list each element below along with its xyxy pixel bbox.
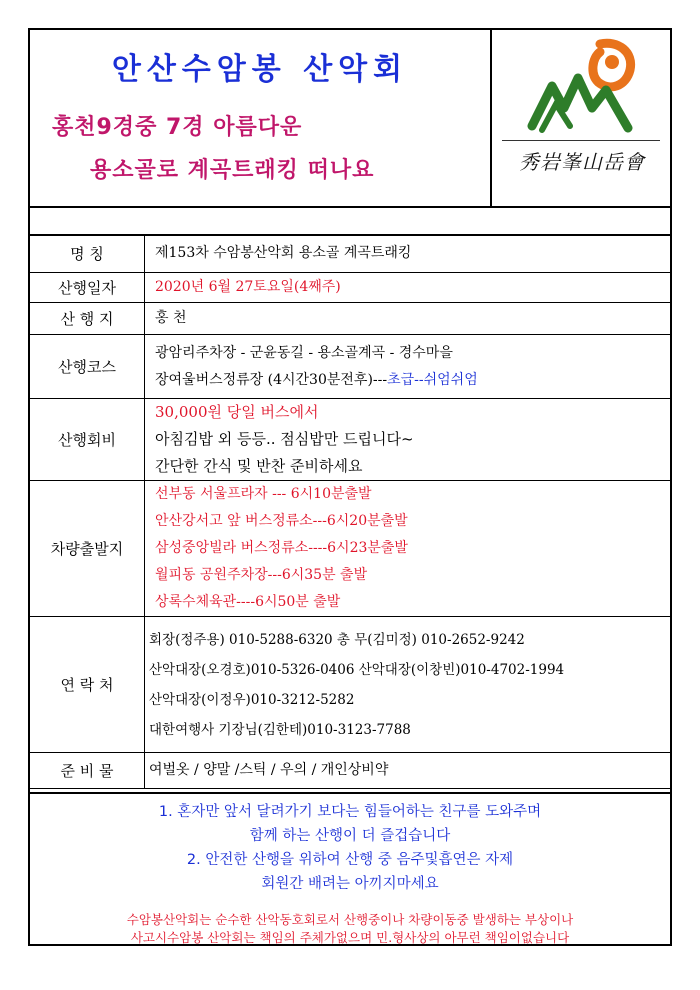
departure-stop: 선부동 서울프라자 --- 6시10분출발 bbox=[155, 486, 372, 502]
label-prepare: 준 비 물 bbox=[30, 753, 145, 789]
course-level: 초급--쉬엄쉬엄 bbox=[387, 371, 478, 388]
notes-section bbox=[30, 792, 670, 946]
blank-row bbox=[30, 206, 670, 236]
departure-stop: 월피동 공원주차장---6시35분 출발 bbox=[155, 567, 368, 583]
subtitle-line-1: 홍천9경중 7경 아름다운 bbox=[52, 115, 303, 140]
course-line-2-main: 장여울버스정류장 (4시간30분전후)--- bbox=[155, 371, 388, 388]
row-course bbox=[30, 335, 670, 399]
club-logo bbox=[492, 30, 670, 206]
club-title: 안산수암봉 산악회 bbox=[111, 52, 409, 87]
mountain-logo-icon bbox=[522, 38, 642, 136]
logo-text: 秀岩峯山岳會 bbox=[519, 150, 645, 174]
row-name bbox=[30, 235, 670, 273]
value-prepare: 여벌옷 / 양말 /스틱 / 우의 / 개인상비약 bbox=[145, 753, 671, 789]
course-line-1: 광암리주차장 - 군윤동길 - 용소골계곡 - 경수마을 bbox=[155, 344, 453, 361]
course-line-2 bbox=[155, 367, 670, 394]
contact-line: 대한여행사 기장님(김한테)010-3123-7788 bbox=[149, 721, 411, 738]
label-date: 산행일자 bbox=[30, 273, 145, 303]
note-line-4: 회원간 배려는 아끼지마세요 bbox=[261, 876, 439, 892]
disclaimer-line-2: 사고시수암봉 산악회는 책임의 주체가없으며 민.형사상의 아무런 책임이없습니다 bbox=[130, 930, 570, 945]
value-contact bbox=[145, 617, 671, 753]
fee-line-2: 아침김밥 외 등등.. 점심밥만 드립니다~ bbox=[155, 430, 414, 448]
row-place bbox=[30, 303, 670, 335]
departure-stop: 삼성중앙빌라 버스정류소----6시23분출발 bbox=[155, 540, 408, 556]
label-contact: 연 락 처 bbox=[30, 617, 145, 753]
note-line-3: 2. 안전한 산행을 위하여 산행 중 음주및흡연은 자제 bbox=[186, 852, 514, 868]
value-fee bbox=[145, 399, 671, 481]
value-date: 2020년 6월 27토요일(4째주) bbox=[145, 273, 671, 303]
label-name: 명 칭 bbox=[30, 235, 145, 273]
label-fee: 산행회비 bbox=[30, 399, 145, 481]
row-prepare bbox=[30, 753, 670, 789]
label-course: 산행코스 bbox=[30, 335, 145, 399]
header-title-area bbox=[30, 30, 492, 206]
row-departure bbox=[30, 481, 670, 617]
notice-sheet bbox=[28, 28, 672, 946]
departure-stop: 안산강서고 앞 버스정류소---6시20분출발 bbox=[155, 513, 408, 529]
contact-line: 산악대장(오경호)010-5326-0406 산악대장(이창빈)010-4702-1994 bbox=[149, 661, 565, 678]
note-line-1: 1. 혼자만 앞서 달려가기 보다는 힘들어하는 친구를 도와주며 bbox=[158, 804, 542, 820]
label-departure: 차량출발지 bbox=[30, 481, 145, 617]
subtitle-line-2: 용소골로 계곡트래킹 떠나요 bbox=[90, 158, 375, 183]
info-table bbox=[30, 234, 670, 789]
header bbox=[30, 30, 670, 208]
fee-line-1: 30,000원 당일 버스에서 bbox=[155, 403, 319, 421]
row-fee bbox=[30, 399, 670, 481]
contact-line: 산악대장(이정우)010-3212-5282 bbox=[149, 691, 355, 708]
value-departure bbox=[145, 481, 671, 617]
label-place: 산 행 지 bbox=[30, 303, 145, 335]
value-name: 제153차 수암봉산악회 용소골 계곡트래킹 bbox=[145, 235, 671, 273]
departure-stop: 상록수체육관----6시50분 출발 bbox=[155, 594, 341, 610]
row-date bbox=[30, 273, 670, 303]
disclaimer-line-1: 수암봉산악회는 순수한 산악동호회로서 산행중이나 차량이동중 발생하는 부상이나 bbox=[126, 912, 574, 927]
fee-line-3: 간단한 간식 및 반찬 준비하세요 bbox=[155, 457, 363, 475]
value-course bbox=[145, 335, 671, 399]
value-place: 홍 천 bbox=[145, 303, 671, 335]
row-contact bbox=[30, 617, 670, 753]
contact-line: 회장(정주용) 010-5288-6320 총 무(김미정) 010-2652-9242 bbox=[149, 631, 525, 648]
logo-divider bbox=[502, 140, 660, 141]
note-line-2: 함께 하는 산행이 더 즐겁습니다 bbox=[249, 828, 451, 844]
